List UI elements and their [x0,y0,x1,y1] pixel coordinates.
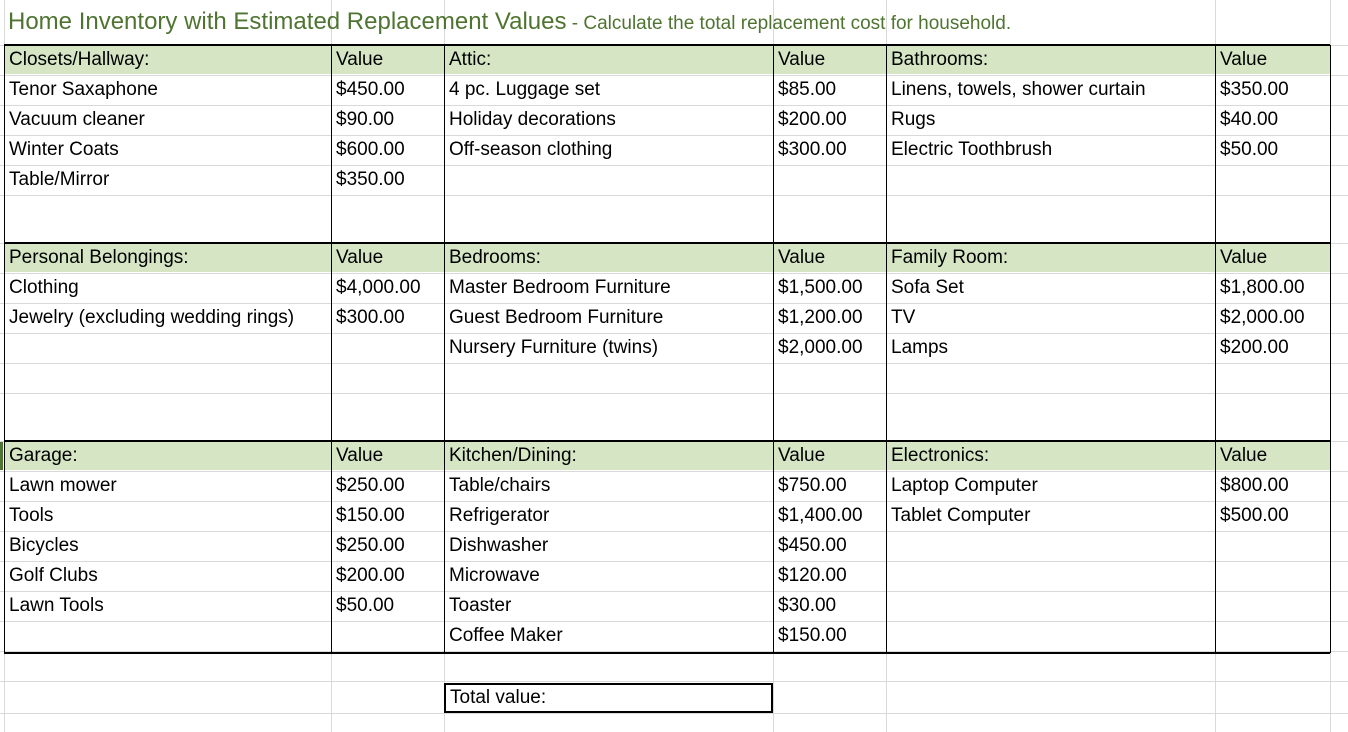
inventory-item[interactable]: Tenor Saxaphone [9,79,158,100]
inventory-item[interactable]: Bicycles [9,535,79,556]
inventory-item[interactable]: Tools [9,505,54,526]
item-value[interactable]: $450.00 [778,535,847,556]
item-value[interactable]: $50.00 [336,595,395,616]
item-value[interactable]: $250.00 [336,535,405,556]
gridline-horizontal [0,621,1348,622]
inventory-item[interactable]: Winter Coats [9,139,119,160]
item-value[interactable]: $250.00 [336,475,405,496]
room-header[interactable]: Personal Belongings: [9,247,189,268]
gridline-horizontal [0,531,1348,532]
value-column-header[interactable]: Value [336,49,384,70]
inventory-item[interactable]: Dishwasher [449,535,549,556]
inventory-item[interactable]: Table/Mirror [9,169,110,190]
section-border-top [4,242,1330,244]
gridline-horizontal [0,135,1348,136]
item-value[interactable]: $500.00 [1220,505,1289,526]
item-value[interactable]: $750.00 [778,475,847,496]
inventory-item[interactable]: Laptop Computer [891,475,1038,496]
gridline-horizontal [0,105,1348,106]
gridline-horizontal [0,713,1348,714]
gridline-horizontal [0,75,1348,76]
inventory-item[interactable]: Lawn Tools [9,595,104,616]
inventory-item[interactable]: Holiday decorations [449,109,616,130]
inventory-item[interactable]: Table/chairs [449,475,551,496]
title-main: Home Inventory with Estimated Replacement Values [8,8,567,35]
inventory-item[interactable]: Coffee Maker [449,625,563,646]
item-value[interactable]: $50.00 [1220,139,1279,160]
inventory-item[interactable]: Vacuum cleaner [9,109,145,130]
room-header[interactable]: Closets/Hallway: [9,49,150,70]
inventory-item[interactable]: Nursery Furniture (twins) [449,337,659,358]
inventory-item[interactable]: Microwave [449,565,540,586]
inventory-item[interactable]: Clothing [9,277,79,298]
room-header[interactable]: Garage: [9,445,78,466]
room-header[interactable]: Bedrooms: [449,247,541,268]
value-column-header[interactable]: Value [336,247,384,268]
inventory-item[interactable]: Master Bedroom Furniture [449,277,671,298]
value-column-header[interactable]: Value [1220,247,1268,268]
section-border-top [4,44,1330,46]
item-value[interactable]: $200.00 [336,565,405,586]
section-border-vertical [1330,441,1331,653]
gridline-horizontal [0,501,1348,502]
item-value[interactable]: $4,000.00 [336,277,421,298]
item-value[interactable]: $1,800.00 [1220,277,1305,298]
value-column-header[interactable]: Value [1220,445,1268,466]
room-header[interactable]: Attic: [449,49,492,70]
gridline-horizontal [0,363,1348,364]
section-border-top [4,440,1330,442]
item-value[interactable]: $90.00 [336,109,395,130]
gridline-horizontal [0,591,1348,592]
inventory-item[interactable]: Sofa Set [891,277,964,298]
inventory-item[interactable]: Golf Clubs [9,565,98,586]
room-header[interactable]: Electronics: [891,445,990,466]
inventory-item[interactable]: Jewelry (excluding wedding rings) [9,307,295,328]
sheet-title[interactable] [8,8,1011,36]
total-value-label[interactable]: Total value: [450,687,547,708]
item-value[interactable]: $300.00 [778,139,847,160]
gridline-horizontal [0,471,1348,472]
section-header-band [4,46,1330,74]
gridline-horizontal [0,273,1348,274]
item-value[interactable]: $800.00 [1220,475,1289,496]
inventory-item[interactable]: Tablet Computer [891,505,1031,526]
inventory-item[interactable]: Off-season clothing [449,139,613,160]
item-value[interactable]: $40.00 [1220,109,1279,130]
value-column-header[interactable]: Value [778,49,826,70]
item-value[interactable]: $1,200.00 [778,307,863,328]
section-header-band [4,442,1330,470]
room-header[interactable]: Bathrooms: [891,49,989,70]
gridline-horizontal [0,333,1348,334]
value-column-header[interactable]: Value [336,445,384,466]
row-selection-indicator [0,442,3,470]
item-value[interactable]: $350.00 [1220,79,1289,100]
item-value[interactable]: $1,500.00 [778,277,863,298]
item-value[interactable]: $150.00 [778,625,847,646]
value-column-header[interactable]: Value [778,247,826,268]
value-column-header[interactable]: Value [778,445,826,466]
gridline-horizontal [0,195,1348,196]
item-value[interactable]: $300.00 [336,307,405,328]
inventory-item[interactable]: Rugs [891,109,936,130]
inventory-item[interactable]: Toaster [449,595,512,616]
item-value[interactable]: $450.00 [336,79,405,100]
title-subtitle: - Calculate the total replacement cost for household. [566,13,1012,34]
gridline-horizontal [0,681,1348,682]
room-header[interactable]: Family Room: [891,247,1009,268]
item-value[interactable]: $350.00 [336,169,405,190]
inventory-item[interactable]: TV [891,307,916,328]
section-border-vertical [1330,45,1331,243]
gridline-horizontal [0,393,1348,394]
item-value[interactable]: $1,400.00 [778,505,863,526]
inventory-item[interactable]: Electric Toothbrush [891,139,1053,160]
inventory-item[interactable]: Lamps [891,337,949,358]
item-value[interactable]: $600.00 [336,139,405,160]
inventory-item[interactable]: Linens, towels, shower curtain [891,79,1146,100]
item-value[interactable]: $2,000.00 [778,337,863,358]
inventory-item[interactable]: Refrigerator [449,505,550,526]
value-column-header[interactable]: Value [1220,49,1268,70]
item-value[interactable]: $200.00 [778,109,847,130]
section-border-bottom [4,652,1330,654]
section-border-vertical [1330,243,1331,441]
section-header-band [4,244,1330,272]
inventory-item[interactable]: 4 pc. Luggage set [449,79,601,100]
gridline-horizontal [0,165,1348,166]
item-value[interactable]: $200.00 [1220,337,1289,358]
item-value[interactable]: $30.00 [778,595,837,616]
item-value[interactable]: $120.00 [778,565,847,586]
inventory-item[interactable]: Lawn mower [9,475,117,496]
item-value[interactable]: $150.00 [336,505,405,526]
room-header[interactable]: Kitchen/Dining: [449,445,577,466]
item-value[interactable]: $85.00 [778,79,837,100]
inventory-item[interactable]: Guest Bedroom Furniture [449,307,664,328]
item-value[interactable]: $2,000.00 [1220,307,1305,328]
gridline-horizontal [0,561,1348,562]
